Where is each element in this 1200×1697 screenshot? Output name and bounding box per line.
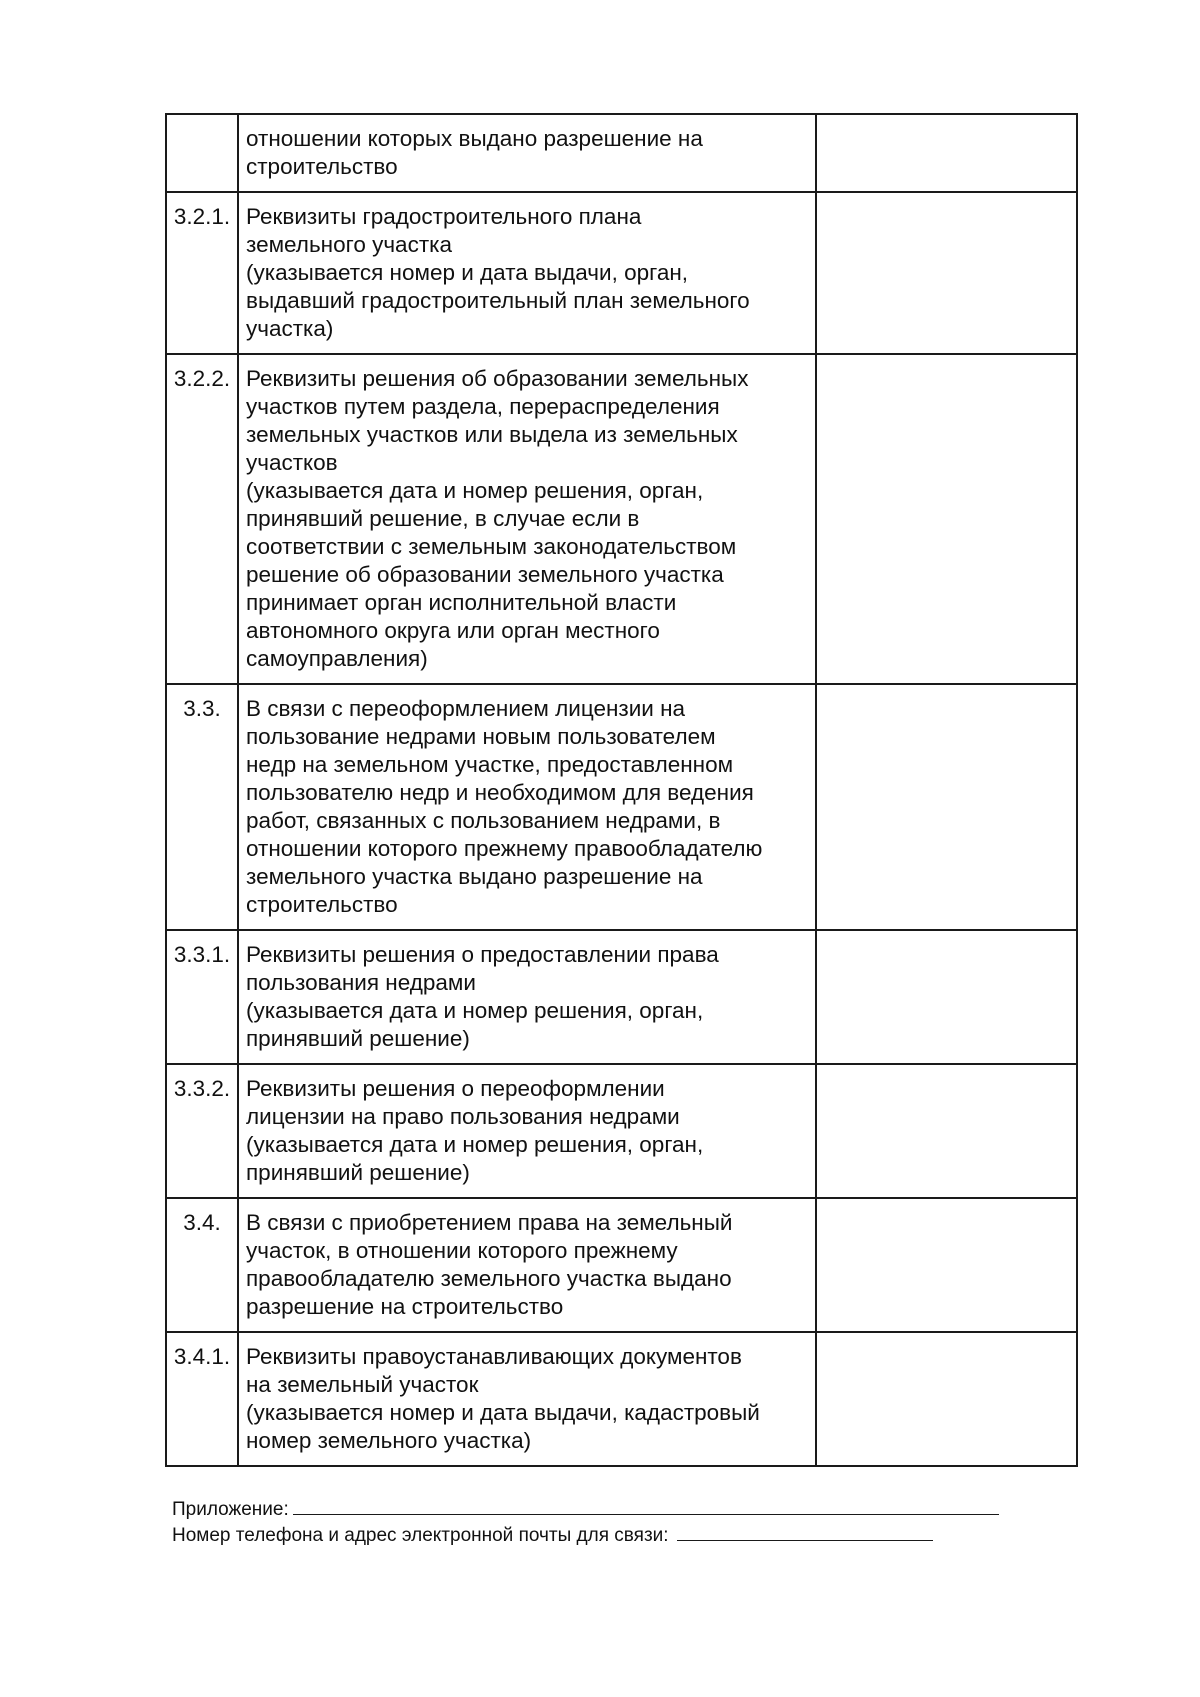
form-footer bbox=[172, 1496, 999, 1548]
row-number: 3.3.1. bbox=[166, 930, 238, 1064]
contact-blank-field[interactable] bbox=[677, 1522, 933, 1541]
row-value-field[interactable] bbox=[816, 930, 1077, 1064]
table-row bbox=[166, 114, 1077, 192]
row-value-field[interactable] bbox=[816, 114, 1077, 192]
table-row bbox=[166, 192, 1077, 354]
row-description: отношении которых выдано разрешение на строительство bbox=[238, 114, 816, 192]
row-number: 3.2.1. bbox=[166, 192, 238, 354]
row-description: Реквизиты решения об образовании земельных участков путем раздела, перераспределения земельных участков или выдела из земельных участков (указывается дата и номер решения, орган, принявший решение, в случае если в соответствии с земельным законодательством решение об образовании земельного участка принимает орган исполнительной власти автономного округа или орган местного самоуправления) bbox=[238, 354, 816, 684]
row-value-field[interactable] bbox=[816, 192, 1077, 354]
table-row bbox=[166, 930, 1077, 1064]
attachment-label: Приложение: bbox=[172, 1499, 289, 1520]
row-description: Реквизиты решения о переоформлении лицензии на право пользования недрами (указывается дата и номер решения, орган, принявший решение) bbox=[238, 1064, 816, 1198]
row-value-field[interactable] bbox=[816, 1198, 1077, 1332]
table-row bbox=[166, 684, 1077, 930]
contact-label: Номер телефона и адрес электронной почты для связи: bbox=[172, 1525, 669, 1546]
row-number: 3.2.2. bbox=[166, 354, 238, 684]
row-number: 3.3. bbox=[166, 684, 238, 930]
row-description: Реквизиты решения о предоставлении права пользования недрами (указывается дата и номер решения, орган, принявший решение) bbox=[238, 930, 816, 1064]
row-value-field[interactable] bbox=[816, 684, 1077, 930]
contact-line bbox=[172, 1522, 999, 1548]
row-number: 3.4.1. bbox=[166, 1332, 238, 1466]
row-value-field[interactable] bbox=[816, 1064, 1077, 1198]
row-number: 3.3.2. bbox=[166, 1064, 238, 1198]
form-table bbox=[165, 113, 1078, 1467]
attachment-line bbox=[172, 1496, 999, 1522]
row-value-field[interactable] bbox=[816, 354, 1077, 684]
row-number: 3.4. bbox=[166, 1198, 238, 1332]
attachment-blank-field[interactable] bbox=[293, 1496, 999, 1515]
table-row bbox=[166, 1332, 1077, 1466]
table-row bbox=[166, 1064, 1077, 1198]
row-description: Реквизиты правоустанавливающих документов на земельный участок (указывается номер и дата выдачи, кадастровый номер земельного участка) bbox=[238, 1332, 816, 1466]
row-description: В связи с переоформлением лицензии на пользование недрами новым пользователем недр на земельном участке, предоставленном пользователю недр и необходимом для ведения работ, связанных с пользованием недрами, в отношении которого прежнему правообладателю земельного участка выдано разрешение на строительство bbox=[238, 684, 816, 930]
table-row bbox=[166, 354, 1077, 684]
table-row bbox=[166, 1198, 1077, 1332]
row-value-field[interactable] bbox=[816, 1332, 1077, 1466]
row-number bbox=[166, 114, 238, 192]
row-description: Реквизиты градостроительного плана земельного участка (указывается номер и дата выдачи, орган, выдавший градостроительный план земельного участка) bbox=[238, 192, 816, 354]
row-description: В связи с приобретением права на земельный участок, в отношении которого прежнему правообладателю земельного участка выдано разрешение на строительство bbox=[238, 1198, 816, 1332]
